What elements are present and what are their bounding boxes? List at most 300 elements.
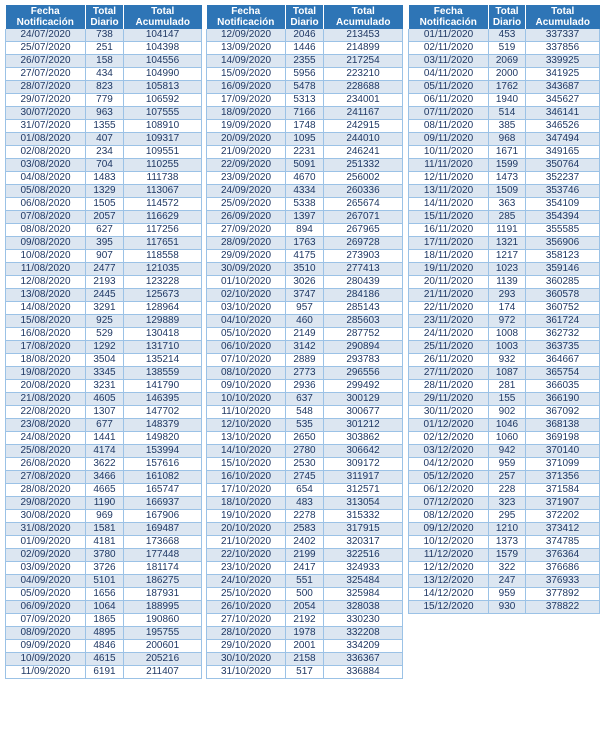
table-row — [409, 211, 600, 224]
fecha-notificacion-cell: 20/11/2020 — [409, 276, 489, 289]
table-row — [207, 185, 403, 198]
table-row — [6, 302, 202, 315]
fecha-notificacion-cell: 27/09/2020 — [207, 224, 286, 237]
total-diario-cell: 551 — [286, 575, 324, 588]
total-diario-cell: 930 — [489, 601, 526, 614]
total-acumulado-cell: 299492 — [324, 380, 403, 393]
total-acumulado-cell: 165747 — [124, 484, 202, 497]
fecha-notificacion-cell: 02/10/2020 — [207, 289, 286, 302]
total-diario-cell: 1064 — [86, 601, 124, 614]
fecha-notificacion-cell: 19/11/2020 — [409, 263, 489, 276]
total-acumulado-cell: 273903 — [324, 250, 403, 263]
total-acumulado-cell: 360752 — [526, 302, 600, 315]
table-row — [409, 42, 600, 55]
total-acumulado-cell: 173668 — [124, 536, 202, 549]
total-acumulado-cell: 360285 — [526, 276, 600, 289]
table-row — [6, 471, 202, 484]
total-acumulado-cell: 293783 — [324, 354, 403, 367]
table-row — [207, 328, 403, 341]
total-diario-cell: 174 — [489, 302, 526, 315]
total-acumulado-cell: 378822 — [526, 601, 600, 614]
fecha-notificacion-cell: 16/11/2020 — [409, 224, 489, 237]
total-diario-cell: 2054 — [286, 601, 324, 614]
table-row — [6, 523, 202, 536]
fecha-notificacion-cell: 02/12/2020 — [409, 432, 489, 445]
table-row — [6, 198, 202, 211]
total-diario-cell: 3747 — [286, 289, 324, 302]
total-acumulado-cell: 312571 — [324, 484, 403, 497]
table-row — [6, 666, 202, 679]
total-acumulado-cell: 315332 — [324, 510, 403, 523]
total-acumulado-cell: 366190 — [526, 393, 600, 406]
table-row — [409, 432, 600, 445]
total-diario-cell: 4665 — [86, 484, 124, 497]
fecha-notificacion-cell: 22/09/2020 — [207, 159, 286, 172]
table-row — [207, 471, 403, 484]
total-diario-cell: 1483 — [86, 172, 124, 185]
total-acumulado-cell: 374785 — [526, 536, 600, 549]
total-acumulado-cell: 242915 — [324, 120, 403, 133]
total-acumulado-cell: 358123 — [526, 250, 600, 263]
table-row — [409, 224, 600, 237]
fecha-notificacion-cell: 28/08/2020 — [6, 484, 86, 497]
table-row — [207, 653, 403, 666]
total-diario-cell: 323 — [489, 497, 526, 510]
total-acumulado-cell: 349165 — [526, 146, 600, 159]
fecha-notificacion-cell: 14/10/2020 — [207, 445, 286, 458]
total-acumulado-cell: 186275 — [124, 575, 202, 588]
total-diario-cell: 963 — [86, 107, 124, 120]
total-diario-cell: 1599 — [489, 159, 526, 172]
total-diario-cell: 677 — [86, 419, 124, 432]
table-row — [409, 510, 600, 523]
total-acumulado-cell: 309172 — [324, 458, 403, 471]
total-diario-cell: 2001 — [286, 640, 324, 653]
fecha-notificacion-cell: 08/11/2020 — [409, 120, 489, 133]
total-diario-cell: 548 — [286, 406, 324, 419]
total-acumulado-cell: 317915 — [324, 523, 403, 536]
total-acumulado-cell: 324933 — [324, 562, 403, 575]
total-acumulado-cell: 246241 — [324, 146, 403, 159]
total-acumulado-cell: 234001 — [324, 94, 403, 107]
total-acumulado-cell: 211407 — [124, 666, 202, 679]
table-row — [207, 523, 403, 536]
fecha-notificacion-cell: 13/11/2020 — [409, 185, 489, 198]
total-acumulado-cell: 341925 — [526, 68, 600, 81]
total-acumulado-cell: 300677 — [324, 406, 403, 419]
table-row — [409, 237, 600, 250]
fecha-notificacion-cell: 23/11/2020 — [409, 315, 489, 328]
total-diario-cell: 823 — [86, 81, 124, 94]
header-row — [6, 5, 202, 29]
table-row — [207, 224, 403, 237]
total-acumulado-cell: 346141 — [526, 107, 600, 120]
total-diario-cell: 957 — [286, 302, 324, 315]
total-acumulado-cell: 109551 — [124, 146, 202, 159]
fecha-notificacion-cell: 26/10/2020 — [207, 601, 286, 614]
table-row — [207, 263, 403, 276]
fecha-notificacion-cell: 06/10/2020 — [207, 341, 286, 354]
fecha-notificacion-cell: 17/09/2020 — [207, 94, 286, 107]
total-acumulado-cell: 256002 — [324, 172, 403, 185]
total-diario-cell: 2936 — [286, 380, 324, 393]
total-acumulado-cell: 181174 — [124, 562, 202, 575]
total-diario-cell: 2745 — [286, 471, 324, 484]
fecha-notificacion-cell: 27/07/2020 — [6, 68, 86, 81]
table-row — [207, 445, 403, 458]
table-row — [6, 549, 202, 562]
table-row — [207, 497, 403, 510]
table-row — [6, 120, 202, 133]
table-row — [207, 575, 403, 588]
total-acumulado-cell: 135214 — [124, 354, 202, 367]
total-acumulado-cell: 346526 — [526, 120, 600, 133]
total-diario-cell: 738 — [86, 29, 124, 42]
fecha-notificacion-cell: 02/08/2020 — [6, 146, 86, 159]
total-acumulado-cell: 111738 — [124, 172, 202, 185]
total-acumulado-cell: 146395 — [124, 393, 202, 406]
total-acumulado-cell: 325484 — [324, 575, 403, 588]
table-row — [6, 289, 202, 302]
fecha-notificacion-cell: 15/12/2020 — [409, 601, 489, 614]
total-diario-cell: 894 — [286, 224, 324, 237]
fecha-notificacion-cell: 08/10/2020 — [207, 367, 286, 380]
fecha-notificacion-cell: 28/07/2020 — [6, 81, 86, 94]
total-acumulado-cell: 117651 — [124, 237, 202, 250]
fecha-notificacion-cell: 09/11/2020 — [409, 133, 489, 146]
total-diario-cell: 959 — [489, 588, 526, 601]
table-row — [207, 354, 403, 367]
total-diario-cell: 3780 — [86, 549, 124, 562]
table-row — [409, 133, 600, 146]
total-acumulado-cell: 106592 — [124, 94, 202, 107]
total-diario-cell: 627 — [86, 224, 124, 237]
table-row — [207, 666, 403, 679]
total-acumulado-cell: 370140 — [526, 445, 600, 458]
fecha-notificacion-cell: 28/09/2020 — [207, 237, 286, 250]
total-acumulado-cell: 177448 — [124, 549, 202, 562]
total-diario-cell: 2650 — [286, 432, 324, 445]
fecha-notificacion-cell: 26/11/2020 — [409, 354, 489, 367]
total-diario-cell: 1003 — [489, 341, 526, 354]
table-row — [6, 146, 202, 159]
total-acumulado-cell: 267965 — [324, 224, 403, 237]
total-diario-cell: 1505 — [86, 198, 124, 211]
table-row — [207, 406, 403, 419]
total-diario-cell: 247 — [489, 575, 526, 588]
table-body — [409, 29, 600, 614]
total-acumulado-cell: 377892 — [526, 588, 600, 601]
fecha-notificacion-cell: 07/08/2020 — [6, 211, 86, 224]
total-diario-cell: 228 — [489, 484, 526, 497]
fecha-notificacion-cell: 21/09/2020 — [207, 146, 286, 159]
total-acumulado-cell: 355585 — [526, 224, 600, 237]
total-acumulado-cell: 161082 — [124, 471, 202, 484]
total-acumulado-cell: 251332 — [324, 159, 403, 172]
table-row — [6, 250, 202, 263]
table-row — [409, 302, 600, 315]
fecha-notificacion-cell: 23/10/2020 — [207, 562, 286, 575]
total-diario-header: Total Diario — [86, 5, 124, 29]
total-acumulado-cell: 376686 — [526, 562, 600, 575]
total-diario-cell: 395 — [86, 237, 124, 250]
total-diario-cell: 7166 — [286, 107, 324, 120]
total-acumulado-cell: 116629 — [124, 211, 202, 224]
fecha-notificacion-cell: 06/12/2020 — [409, 484, 489, 497]
fecha-notificacion-cell: 11/09/2020 — [6, 666, 86, 679]
total-diario-header: Total Diario — [489, 5, 526, 29]
fecha-notificacion-cell: 09/09/2020 — [6, 640, 86, 653]
fecha-notificacion-cell: 24/07/2020 — [6, 29, 86, 42]
table-row — [207, 120, 403, 133]
fecha-notificacion-cell: 13/10/2020 — [207, 432, 286, 445]
total-diario-cell: 2046 — [286, 29, 324, 42]
total-acumulado-cell: 104990 — [124, 68, 202, 81]
table-row — [409, 185, 600, 198]
total-acumulado-cell: 320317 — [324, 536, 403, 549]
total-acumulado-cell: 287752 — [324, 328, 403, 341]
total-acumulado-cell: 339925 — [526, 55, 600, 68]
table-body — [6, 29, 202, 679]
total-diario-cell: 1397 — [286, 211, 324, 224]
total-diario-cell: 293 — [489, 289, 526, 302]
total-diario-cell: 1191 — [489, 224, 526, 237]
table-body — [207, 29, 403, 679]
fecha-notificacion-cell: 28/11/2020 — [409, 380, 489, 393]
total-diario-cell: 363 — [489, 198, 526, 211]
table-row — [207, 588, 403, 601]
table-row — [207, 55, 403, 68]
fecha-notificacion-cell: 14/09/2020 — [207, 55, 286, 68]
total-diario-cell: 1865 — [86, 614, 124, 627]
fecha-notificacion-cell: 06/11/2020 — [409, 94, 489, 107]
fecha-notificacion-cell: 31/10/2020 — [207, 666, 286, 679]
total-diario-cell: 5313 — [286, 94, 324, 107]
table-row — [409, 588, 600, 601]
total-diario-cell: 3466 — [86, 471, 124, 484]
fecha-notificacion-cell: 23/08/2020 — [6, 419, 86, 432]
fecha-notificacion-cell: 22/11/2020 — [409, 302, 489, 315]
total-acumulado-cell: 117256 — [124, 224, 202, 237]
fecha-notificacion-cell: 12/10/2020 — [207, 419, 286, 432]
total-diario-cell: 704 — [86, 159, 124, 172]
table-row — [409, 250, 600, 263]
table-row — [409, 276, 600, 289]
total-acumulado-cell: 125673 — [124, 289, 202, 302]
fecha-notificacion-cell: 10/08/2020 — [6, 250, 86, 263]
total-diario-cell: 1373 — [489, 536, 526, 549]
fecha-notificacion-cell: 20/08/2020 — [6, 380, 86, 393]
total-diario-cell: 654 — [286, 484, 324, 497]
total-diario-cell: 4334 — [286, 185, 324, 198]
table-row — [409, 68, 600, 81]
total-diario-cell: 2000 — [489, 68, 526, 81]
table-row — [6, 484, 202, 497]
table-row — [409, 146, 600, 159]
fecha-notificacion-cell: 29/08/2020 — [6, 497, 86, 510]
table-row — [409, 380, 600, 393]
fecha-notificacion-cell: 24/09/2020 — [207, 185, 286, 198]
fecha-notificacion-cell: 25/09/2020 — [207, 198, 286, 211]
total-acumulado-cell: 129889 — [124, 315, 202, 328]
total-diario-cell: 434 — [86, 68, 124, 81]
total-acumulado-cell: 223210 — [324, 68, 403, 81]
total-diario-cell: 2199 — [286, 549, 324, 562]
table-row — [6, 588, 202, 601]
fecha-notificacion-cell: 14/08/2020 — [6, 302, 86, 315]
total-acumulado-cell: 330230 — [324, 614, 403, 627]
fecha-notificacion-cell: 21/10/2020 — [207, 536, 286, 549]
fecha-notificacion-cell: 19/10/2020 — [207, 510, 286, 523]
table-row — [207, 42, 403, 55]
fecha-notificacion-header: Fecha Notificación — [6, 5, 86, 29]
total-acumulado-cell: 371356 — [526, 471, 600, 484]
total-acumulado-cell: 108910 — [124, 120, 202, 133]
table-row — [409, 419, 600, 432]
table-row — [207, 484, 403, 497]
total-acumulado-cell: 244010 — [324, 133, 403, 146]
total-acumulado-cell: 371584 — [526, 484, 600, 497]
total-acumulado-cell: 138559 — [124, 367, 202, 380]
fecha-notificacion-cell: 09/08/2020 — [6, 237, 86, 250]
cases-table-3 — [408, 5, 600, 614]
fecha-notificacion-cell: 06/08/2020 — [6, 198, 86, 211]
table-row — [6, 68, 202, 81]
table-row — [409, 120, 600, 133]
total-acumulado-cell: 265674 — [324, 198, 403, 211]
table-row — [409, 29, 600, 42]
fecha-notificacion-cell: 04/10/2020 — [207, 315, 286, 328]
fecha-notificacion-cell: 04/12/2020 — [409, 458, 489, 471]
fecha-notificacion-cell: 09/12/2020 — [409, 523, 489, 536]
table-row — [409, 315, 600, 328]
fecha-notificacion-cell: 10/12/2020 — [409, 536, 489, 549]
table-row — [409, 393, 600, 406]
table-row — [207, 510, 403, 523]
total-diario-cell: 295 — [489, 510, 526, 523]
total-diario-cell: 3026 — [286, 276, 324, 289]
total-acumulado-cell: 157616 — [124, 458, 202, 471]
total-acumulado-cell: 367092 — [526, 406, 600, 419]
fecha-notificacion-cell: 05/12/2020 — [409, 471, 489, 484]
table-row — [409, 445, 600, 458]
fecha-notificacion-cell: 17/10/2020 — [207, 484, 286, 497]
table-row — [207, 458, 403, 471]
total-diario-cell: 4175 — [286, 250, 324, 263]
total-diario-cell: 535 — [286, 419, 324, 432]
table-row — [6, 172, 202, 185]
total-acumulado-cell: 371907 — [526, 497, 600, 510]
total-acumulado-cell: 128964 — [124, 302, 202, 315]
table-row — [6, 185, 202, 198]
total-diario-cell: 257 — [489, 471, 526, 484]
total-acumulado-cell: 325984 — [324, 588, 403, 601]
table-row — [6, 367, 202, 380]
fecha-notificacion-cell: 11/08/2020 — [6, 263, 86, 276]
table-row — [409, 107, 600, 120]
table-row — [207, 133, 403, 146]
table-row — [6, 341, 202, 354]
fecha-notificacion-cell: 11/12/2020 — [409, 549, 489, 562]
table-row — [409, 367, 600, 380]
fecha-notificacion-cell: 10/11/2020 — [409, 146, 489, 159]
fecha-notificacion-cell: 01/08/2020 — [6, 133, 86, 146]
table-row — [207, 393, 403, 406]
table-row — [6, 562, 202, 575]
table-row — [6, 601, 202, 614]
total-acumulado-cell: 169487 — [124, 523, 202, 536]
total-acumulado-cell: 368138 — [526, 419, 600, 432]
total-acumulado-cell: 200601 — [124, 640, 202, 653]
total-acumulado-cell: 361724 — [526, 315, 600, 328]
total-diario-cell: 5338 — [286, 198, 324, 211]
total-acumulado-cell: 354109 — [526, 198, 600, 211]
total-diario-cell: 4670 — [286, 172, 324, 185]
total-acumulado-cell: 217254 — [324, 55, 403, 68]
total-acumulado-cell: 328038 — [324, 601, 403, 614]
fecha-notificacion-cell: 27/11/2020 — [409, 367, 489, 380]
total-diario-cell: 1008 — [489, 328, 526, 341]
total-acumulado-cell: 296556 — [324, 367, 403, 380]
total-diario-cell: 1292 — [86, 341, 124, 354]
total-acumulado-cell: 153994 — [124, 445, 202, 458]
table-row — [6, 393, 202, 406]
table-row — [207, 562, 403, 575]
table-row — [6, 133, 202, 146]
total-diario-cell: 1329 — [86, 185, 124, 198]
fecha-notificacion-cell: 05/09/2020 — [6, 588, 86, 601]
table-row — [409, 198, 600, 211]
table-row — [6, 458, 202, 471]
total-diario-cell: 2583 — [286, 523, 324, 536]
total-diario-cell: 2057 — [86, 211, 124, 224]
total-diario-cell: 2193 — [86, 276, 124, 289]
total-acumulado-cell: 285143 — [324, 302, 403, 315]
table-row — [207, 315, 403, 328]
fecha-notificacion-cell: 16/10/2020 — [207, 471, 286, 484]
table-row — [6, 380, 202, 393]
total-diario-cell: 529 — [86, 328, 124, 341]
fecha-notificacion-cell: 24/10/2020 — [207, 575, 286, 588]
fecha-notificacion-cell: 04/09/2020 — [6, 575, 86, 588]
total-diario-cell: 1355 — [86, 120, 124, 133]
fecha-notificacion-cell: 01/12/2020 — [409, 419, 489, 432]
total-diario-cell: 1579 — [489, 549, 526, 562]
table-row — [6, 432, 202, 445]
total-diario-cell: 942 — [489, 445, 526, 458]
fecha-notificacion-header: Fecha Notificación — [207, 5, 286, 29]
fecha-notificacion-cell: 01/10/2020 — [207, 276, 286, 289]
total-acumulado-cell: 213453 — [324, 29, 403, 42]
table-row — [409, 159, 600, 172]
fecha-notificacion-cell: 07/10/2020 — [207, 354, 286, 367]
total-diario-cell: 2158 — [286, 653, 324, 666]
total-acumulado-cell: 214899 — [324, 42, 403, 55]
total-diario-cell: 2445 — [86, 289, 124, 302]
table-row — [207, 601, 403, 614]
fecha-notificacion-cell: 21/11/2020 — [409, 289, 489, 302]
total-acumulado-cell: 345627 — [526, 94, 600, 107]
fecha-notificacion-cell: 04/08/2020 — [6, 172, 86, 185]
total-acumulado-cell: 280439 — [324, 276, 403, 289]
table-row — [6, 42, 202, 55]
table-row — [6, 263, 202, 276]
table-row — [207, 367, 403, 380]
fecha-notificacion-cell: 08/08/2020 — [6, 224, 86, 237]
total-acumulado-cell: 166937 — [124, 497, 202, 510]
table-row — [207, 237, 403, 250]
total-diario-cell: 2780 — [286, 445, 324, 458]
